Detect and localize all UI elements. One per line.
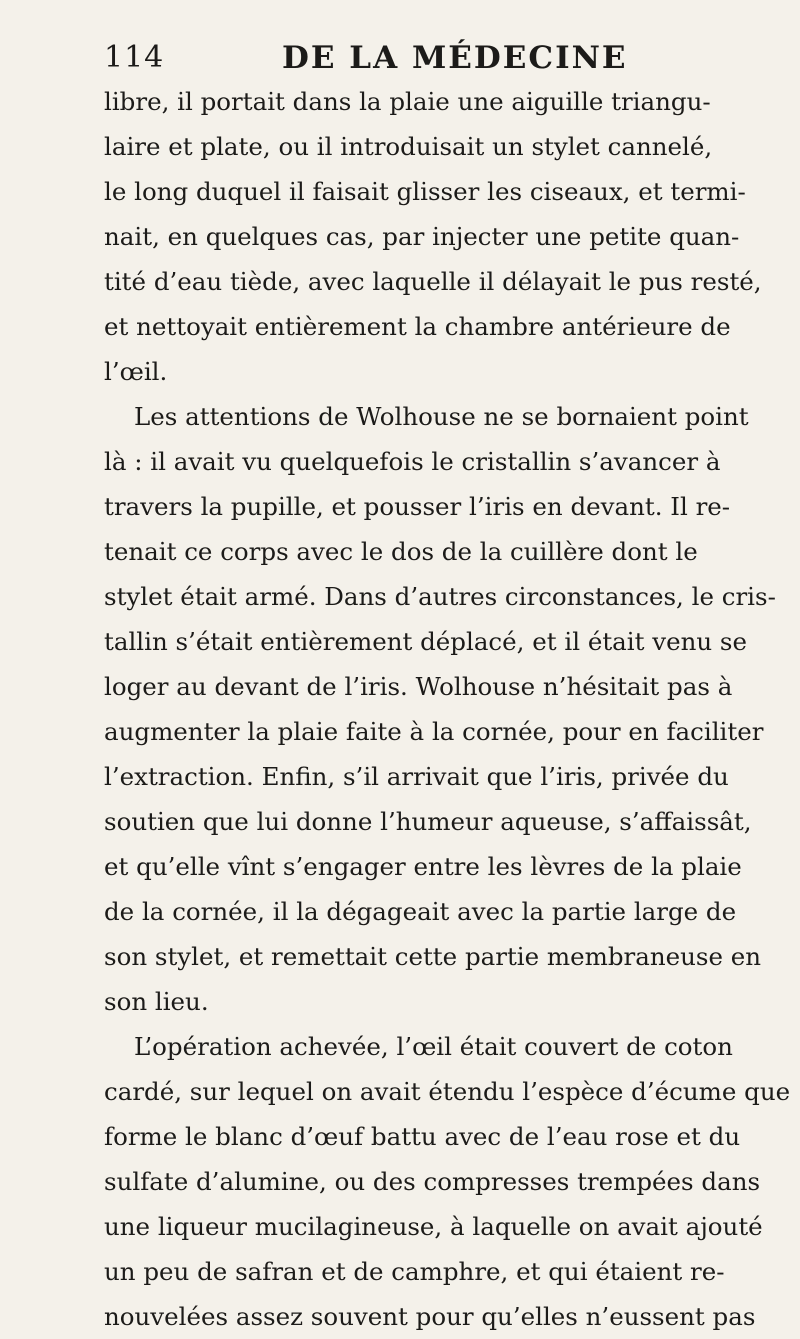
text-line: une liqueur mucilagineuse, à laquelle on avait ajouté xyxy=(104,1212,763,1241)
text-line: un peu de safran et de camphre, et qui étaient re- xyxy=(104,1257,725,1286)
text-line: loger au devant de l’iris. Wolhouse n’hésitait pas à xyxy=(104,672,733,701)
text-line: soutien que lui donne l’humeur aqueuse, s’affaissât, xyxy=(104,807,752,836)
running-head xyxy=(104,34,724,78)
text-line: libre, il portait dans la plaie une aiguille triangu- xyxy=(104,87,711,116)
text-line: tenait ce corps avec le dos de la cuillère dont le xyxy=(104,537,698,566)
page-number: 114 xyxy=(104,40,165,75)
paragraph-start: Les attentions de Wolhouse ne se bornaient point xyxy=(134,402,749,431)
text-line: tité d’eau tiède, avec laquelle il délayait le pus resté, xyxy=(104,267,762,296)
text-line: nait, en quelques cas, par injecter une petite quan- xyxy=(104,222,740,251)
text-line: laire et plate, ou il introduisait un stylet cannelé, xyxy=(104,132,713,161)
text-line: cardé, sur lequel on avait étendu l’espèce d’écume que xyxy=(104,1077,791,1106)
text-line: là : il avait vu quelquefois le cristallin s’avancer à xyxy=(104,447,721,476)
text-line: augmenter la plaie faite à la cornée, pour en faciliter xyxy=(104,717,764,746)
text-line: de la cornée, il la dégageait avec la partie large de xyxy=(104,897,737,926)
paragraph-start: L’opération achevée, l’œil était couvert de coton xyxy=(134,1032,733,1061)
text-line: le long duquel il faisait glisser les ciseaux, et termi- xyxy=(104,177,746,206)
text-line: tallin s’était entièrement déplacé, et il était venu se xyxy=(104,627,747,656)
text-line: l’œil. xyxy=(104,357,168,386)
header-title: DE LA MÉDECINE xyxy=(282,40,628,76)
text-line: et qu’elle vînt s’engager entre les lèvres de la plaie xyxy=(104,852,742,881)
text-line: forme le blanc d’œuf battu avec de l’eau rose et du xyxy=(104,1122,741,1151)
text-line: stylet était armé. Dans d’autres circonstances, le cris- xyxy=(104,582,776,611)
text-line: et nettoyait entièrement la chambre antérieure de xyxy=(104,312,731,341)
text-line: sulfate d’alumine, ou des compresses trempées dans xyxy=(104,1167,761,1196)
text-line: l’extraction. Enfin, s’il arrivait que l’iris, privée du xyxy=(104,762,729,791)
text-line: nouvelées assez souvent pour qu’elles n’eussent pas xyxy=(104,1302,756,1331)
text-line: travers la pupille, et pousser l’iris en devant. Il re- xyxy=(104,492,731,521)
text-line: son stylet, et remettait cette partie membraneuse en xyxy=(104,942,762,971)
text-line: son lieu. xyxy=(104,987,209,1016)
